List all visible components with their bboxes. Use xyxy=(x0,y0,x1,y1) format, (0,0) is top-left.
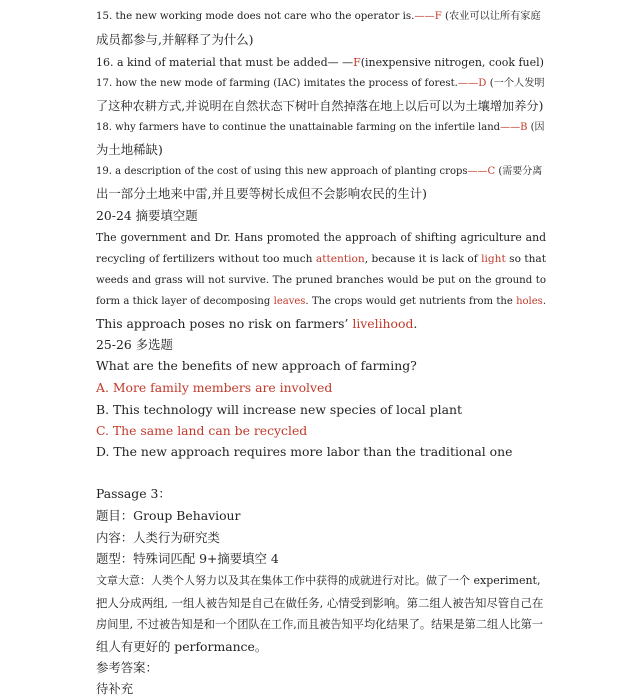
question-17: 17. how the new mode of farming (IAC) imitates the process of forest.——D (一个人发明 xyxy=(96,78,545,89)
question-15: 15. the new working mode does not care who the operator is.——F (农业可以让所有家庭 xyxy=(96,11,541,22)
passage3-title: Passage 3： xyxy=(96,486,171,501)
reference-answer-label: 参考答案： xyxy=(96,660,158,675)
answer-21: light xyxy=(481,253,506,265)
multi-choice-question: What are the benefits of new approach of farming? xyxy=(96,358,417,373)
option-d: D. The new approach requires more labor than the traditional one xyxy=(96,444,513,459)
summary-line-5: This approach poses no risk on farmers’ livelihood. xyxy=(96,316,418,331)
summary-line-1: The government and Dr. Hans promoted the approach of shifting agriculture and xyxy=(96,231,546,244)
passage3-gist-4: 组人有更好的 performance。 xyxy=(96,639,268,654)
passage3-gist-1: 文章大意：人类个人努力以及其在集体工作中获得的成就进行对比。做了一个 experiment, xyxy=(96,574,541,587)
summary-heading: 20-24 摘要填空题 xyxy=(96,208,198,223)
multi-choice-heading: 25-26 多选题 xyxy=(96,337,173,352)
summary-line-3: weeds and grass will not survive. The pruned branches would be put on the ground to xyxy=(96,275,546,286)
summary-line-2: recycling of fertilizers without too much attention, because it is lack of light so that xyxy=(96,253,546,265)
passage3-gist-3: 房间里, 不过被告知是和一个团队在工作,而且被告知平均化结果了。结果是第二组人比第一 xyxy=(96,618,543,631)
option-a: A. More family members are involved xyxy=(96,380,333,395)
answer-20: attention xyxy=(315,253,365,265)
answer-24: livelihood xyxy=(352,316,414,331)
passage3-content: 内容：人类行为研究类 xyxy=(96,530,220,545)
question-19: 19. a description of the cost of using this new approach of planting crops——C (需要分离 xyxy=(96,166,543,177)
option-b: B. This technology will increase new species of local plant xyxy=(96,402,462,417)
question-17-note: 了这种农耕方式,并说明在自然状态下树叶自然掉落在地上以后可以为土壤增加养分) xyxy=(96,99,544,113)
passage3-gist-2: 把人分成两组, 一组人被告知是自己在做任务, 心情受到影响。第二组人被告知尽管自己在 xyxy=(96,596,544,610)
answer-17: D xyxy=(478,78,487,89)
question-16: 16. a kind of material that must be added— —F(inexpensive nitrogen, cook fuel) xyxy=(96,56,544,69)
answer-15: F xyxy=(434,11,442,22)
answer-16: F xyxy=(353,56,361,69)
passage3-topic: 题目：Group Behaviour xyxy=(96,508,241,523)
question-15-note: 成员都参与,并解释了为什么) xyxy=(96,32,254,47)
answer-23: holes xyxy=(516,296,543,307)
answer-18: B xyxy=(520,122,528,133)
answer-19: C xyxy=(487,166,496,177)
answer-22: leaves xyxy=(273,296,306,307)
pending-note: 待补充 xyxy=(96,681,134,696)
question-19-note: 出一部分土地来中雷,并且要等树长成但不会影响农民的生计) xyxy=(96,186,427,201)
question-18: 18. why farmers have to continue the unattainable farming on the infertile land——B (因 xyxy=(96,122,545,133)
option-c: C. The same land can be recycled xyxy=(96,423,308,438)
question-18-note: 为土地稀缺) xyxy=(96,142,163,157)
summary-line-4: form a thick layer of decomposing leaves. The crops would get nutrients from the holes. xyxy=(96,296,546,307)
passage3-types: 题型：特殊词匹配 9+摘要填空 4 xyxy=(96,551,279,566)
